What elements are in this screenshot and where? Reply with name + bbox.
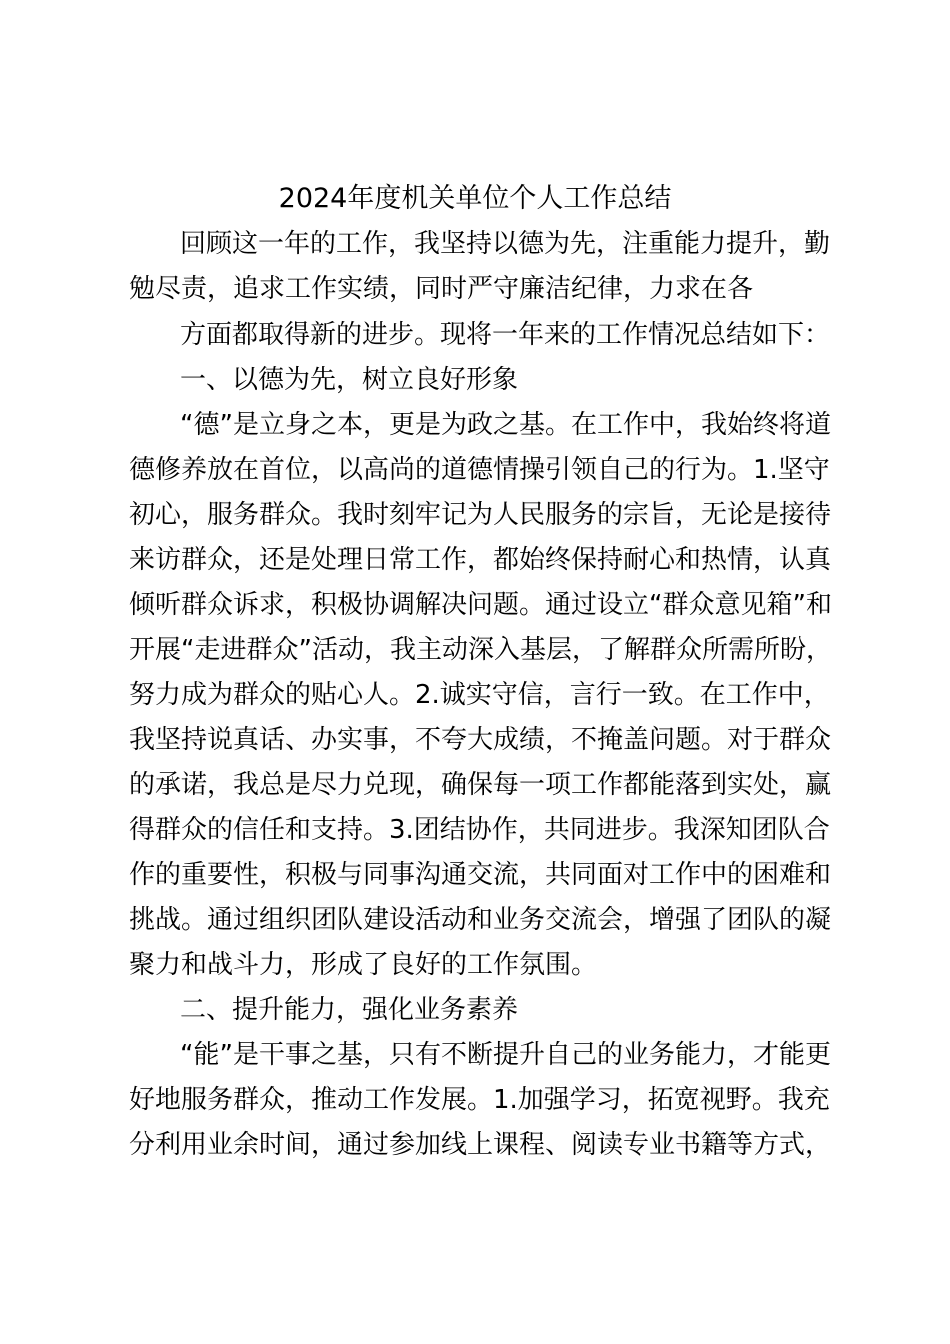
paragraph-line: 方面都取得新的进步。现将一年来的工作情况总结如下：: [180, 320, 831, 350]
paragraph-line: 倾听群众诉求，积极协调解决问题。通过设立“群众意见箱”和: [129, 590, 832, 620]
paragraph-line: 作的重要性，积极与同事沟通交流，共同面对工作中的困难和: [129, 860, 832, 890]
paragraph-line: 我坚持说真话、办实事，不夸大成绩，不掩盖问题。对于群众: [129, 725, 832, 755]
paragraph-line: 分利用业余时间，通过参加线上课程、阅读专业书籍等方式，: [129, 1130, 832, 1160]
paragraph-line: 挑战。通过组织团队建设活动和业务交流会，增强了团队的凝: [129, 905, 832, 935]
section-heading: 二、提升能力，强化业务素养: [180, 995, 519, 1025]
paragraph-line: 得群众的信任和支持。3.团结协作，共同进步。我深知团队合: [129, 815, 830, 845]
paragraph-line: 好地服务群众，推动工作发展。1.加强学习，拓宽视野。我充: [129, 1085, 830, 1115]
paragraph-line: “德”是立身之本，更是为政之基。在工作中，我始终将道: [180, 410, 831, 440]
paragraph-line: 勉尽责，追求工作实绩，同时严守廉洁纪律，力求在各: [129, 274, 754, 304]
paragraph-line: 的承诺，我总是尽力兑现，确保每一项工作都能落到实处，赢: [129, 770, 832, 800]
paragraph-line: 初心，服务群众。我时刻牢记为人民服务的宗旨，无论是接待: [129, 500, 832, 530]
paragraph-line: 来访群众，还是处理日常工作，都始终保持耐心和热情，认真: [129, 545, 832, 575]
document-title: 2024年度机关单位个人工作总结: [278, 183, 672, 214]
paragraph-line: 开展“走进群众”活动，我主动深入基层，了解群众所需所盼，: [129, 635, 832, 665]
paragraph-line: 努力成为群众的贴心人。2.诚实守信，言行一致。在工作中，: [129, 680, 830, 710]
paragraph-line: 回顾这一年的工作，我坚持以德为先，注重能力提升，勤: [180, 229, 831, 259]
paragraph-line: 聚力和战斗力，形成了良好的工作氛围。: [129, 950, 598, 980]
section-heading: 一、以德为先，树立良好形象: [180, 365, 519, 395]
paragraph-line: “能”是干事之基，只有不断提升自己的业务能力，才能更: [180, 1040, 831, 1070]
paragraph-line: 德修养放在首位，以高尚的道德情操引领自己的行为。1.坚守: [129, 455, 830, 485]
